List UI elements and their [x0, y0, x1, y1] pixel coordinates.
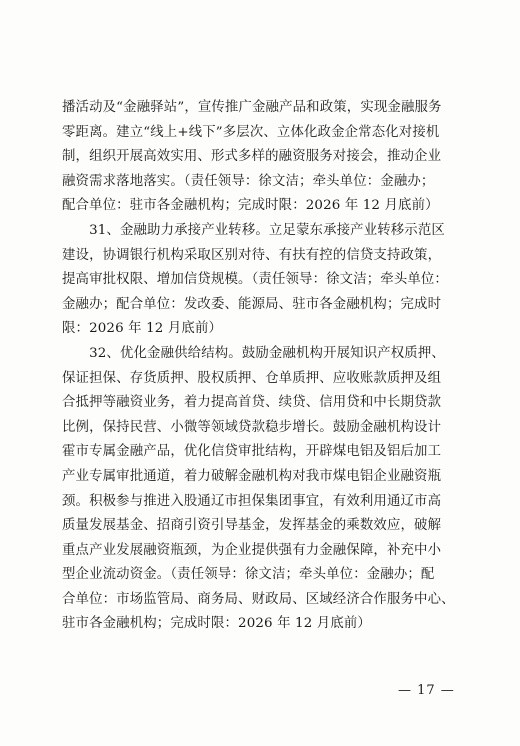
page-number: — 17 — [398, 683, 455, 698]
paragraph-item-32: 32、优化金融供给结构。鼓励金融机构开展知识产权质押、 保证担保、存货质押、股权质押、仓单质押、应收账款质押及组 合抵押等融资业务，着力提高首贷、续贷、信用贷和中长期贷款 比例，保持民营、小微等领域贷款稳步增长。鼓励金融机构设计 霍市专属金融产品，优化信贷审批结构，开辟煤电铝及铝后加工 产业专属审批通道，着力破解金融机构对我市煤电铝企业融资瓶 颈。积极参与推进入股通辽市担保集团事宜，有效利用通辽市高 质量发展基金、招商引资引导基金，发挥基金的乘数效应，破解 重点产业发展融资瓶颈，为企业提供强有力金融保障，补充中小 型企业流动资金。（责任领导：徐文洁；牵头单位：金融办；配 合单位：市场监管局、商务局、财政局、区域经济合作服务中心、 驻市各金融机构；完成时限：2026 年 12 月底前） [62, 345, 455, 632]
document-body [62, 96, 464, 637]
paragraph-item-31: 31、金融助力承接产业转移。立足蒙东承接产业转移示范区 建设，协调银行机构采取区别对待、有扶有控的信贷支持政策， 提高审批权限、增加信贷规模。（责任领导：徐文洁；牵头单位： 金融办；配合单位：发改委、能源局、驻市各金融机构；完成时 限：2026 年 12 月底前） [62, 222, 448, 337]
paragraph-continuation: 播活动及“金融驿站”，宣传推广金融产品和政策，实现金融服务 零距离。建立“线上+线下”多层次、立体化政金企常态化对接机 制，组织开展高效实用、形式多样的融资服务对接会，推动企业 融资需求落地落实。（责任领导：徐文洁；牵头单位：金融办； 配合单位：驻市各金融机构；完成时限：2026 年 12 月底前） [62, 100, 442, 214]
